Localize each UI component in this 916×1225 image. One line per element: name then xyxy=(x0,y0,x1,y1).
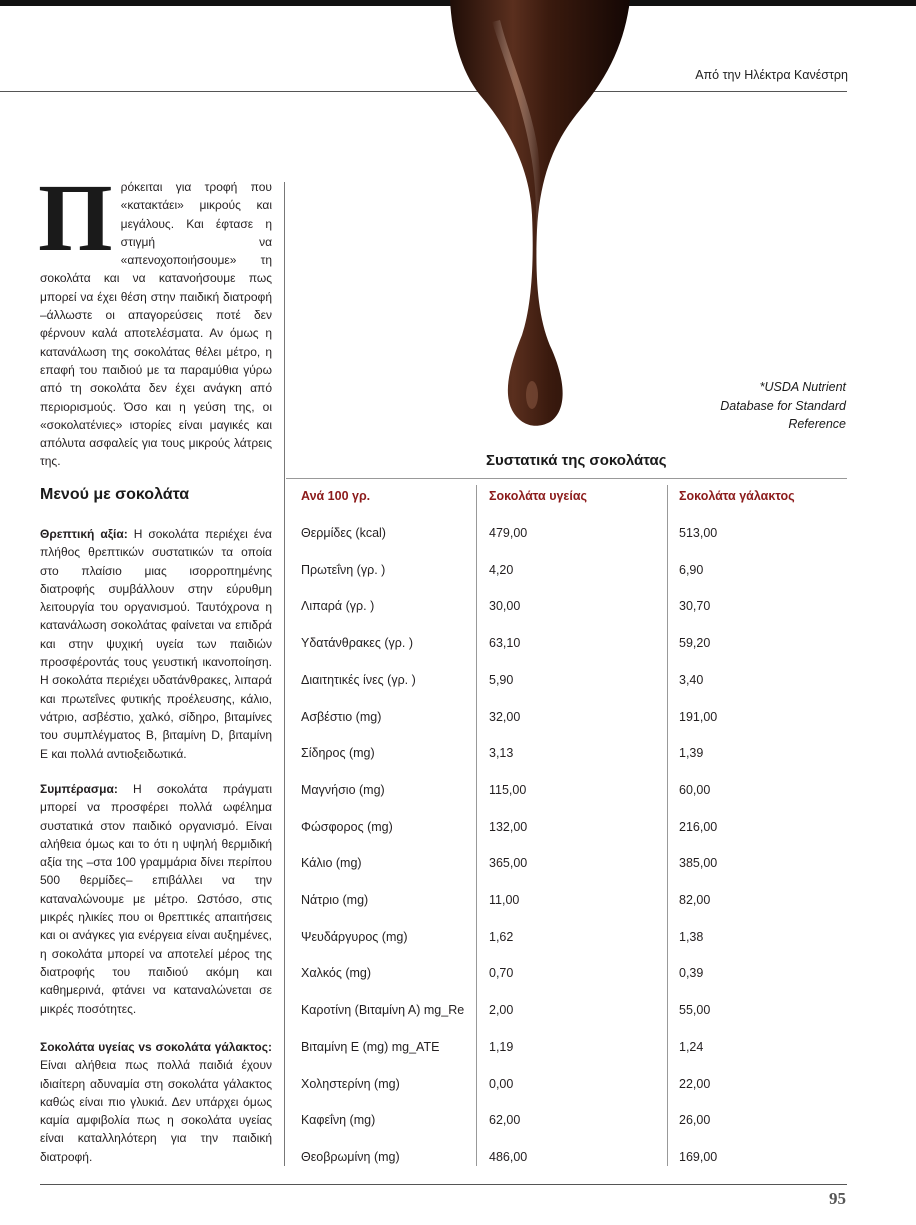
table-cell: 0,00 xyxy=(489,1076,514,1091)
table-cell: 62,00 xyxy=(489,1113,521,1128)
table-cell: 3,40 xyxy=(679,672,704,687)
table-row xyxy=(0,820,916,840)
table-cell: 63,10 xyxy=(489,636,521,651)
table-title: Συστατικά της σοκολάτας xyxy=(486,452,667,469)
table-cell: Ψευδάργυρος (mg) xyxy=(301,929,408,944)
table-cell: 30,00 xyxy=(489,599,521,614)
table-cell: 82,00 xyxy=(679,893,711,907)
table-cell: Χοληστερίνη (mg) xyxy=(301,1076,400,1091)
table-cell: Φώσφορος (mg) xyxy=(301,819,393,834)
table-cell: Διαιτητικές ίνες (γρ. ) xyxy=(301,672,416,687)
intro-text: ρόκειται για τροφή που «κατακτάει» μικρούς και μεγάλους. Και έφτασε η στιγμή να «απενοχοποιήσουμε» τη σοκολάτα και να κατανοήσουμε πως μπορεί να έχει θέση στην παιδική διατροφή –άλλωστε οι απαγορεύσεις ποτέ δεν φέρνουν καλά αποτελέσματα. Αν όμως η κατανάλωση της σοκολάτας θέλει μέτρο, η επαφή του παιδιού με τα παραμύθια γύρω από τη σοκολάτα δεν έχει ανάγκη από περιορισμούς. Όσο και η γεύση της, οι «σοκολατένιες» ιστορίες είναι μαγικές και απόλυτα ασφαλείς για τους μικρούς λάτρεις της. xyxy=(40,180,272,469)
table-row xyxy=(0,930,916,950)
table-rule xyxy=(286,478,847,479)
table-row xyxy=(0,1113,916,1133)
table-cell: 11,00 xyxy=(489,893,520,907)
chocolate-drip-image xyxy=(440,0,640,430)
table-cell: 132,00 xyxy=(489,819,528,834)
table-cell: 55,00 xyxy=(679,1003,711,1018)
table-cell: 216,00 xyxy=(679,819,718,834)
table-header-cell: Ανά 100 γρ. xyxy=(301,489,371,503)
table-cell: Καφεΐνη (mg) xyxy=(301,1113,376,1128)
table-cell: 32,00 xyxy=(489,709,521,724)
table-cell: 22,00 xyxy=(679,1076,711,1091)
table-cell: 4,20 xyxy=(489,562,514,577)
table-row xyxy=(0,1077,916,1097)
table-row xyxy=(0,563,916,583)
table-cell: 115,00 xyxy=(489,782,527,797)
table-cell: Νάτριο (mg) xyxy=(301,893,369,907)
table-cell: Πρωτεΐνη (γρ. ) xyxy=(301,562,386,577)
source-line: Reference xyxy=(788,417,846,432)
table-cell: 59,20 xyxy=(679,636,711,651)
table-header-cell: Σοκολάτα υγείας xyxy=(489,489,588,503)
table-cell: 486,00 xyxy=(489,1149,528,1164)
table-header-cell: Σοκολάτα γάλακτος xyxy=(679,489,795,503)
table-cell: 1,62 xyxy=(489,929,514,944)
table-row xyxy=(0,673,916,693)
table-row xyxy=(0,526,916,546)
section-text: Είναι αλήθεια πως πολλά παιδιά έχουν ιδιαίτερη αδυναμία στη σοκολάτα γάλακτος καθώς είναι πιο γλυκιά. Δεν υπάρχει όμως καμία αμφιβολία πως η σοκολάτα υγείας είναι καταλληλότερη για την παιδική διατροφή. xyxy=(40,1058,272,1164)
section-title: Μενού με σοκολάτα xyxy=(40,486,190,503)
table-row xyxy=(0,1150,916,1170)
table-cell: 365,00 xyxy=(489,856,528,871)
table-cell: 6,90 xyxy=(679,562,704,577)
table-cell: 2,00 xyxy=(489,1003,514,1018)
section-heading: Συμπέρασμα: xyxy=(40,782,118,796)
table-cell: 479,00 xyxy=(489,526,528,540)
table-cell: 5,90 xyxy=(489,672,514,687)
table-cell: 385,00 xyxy=(679,856,718,871)
table-cell: 169,00 xyxy=(679,1149,718,1164)
table-cell: Υδατάνθρακες (γρ. ) xyxy=(301,636,413,651)
table-row xyxy=(0,746,916,766)
table-cell: Λιπαρά (γρ. ) xyxy=(301,599,375,614)
table-row xyxy=(0,1040,916,1060)
table-cell: 1,38 xyxy=(679,929,704,944)
table-cell: 26,00 xyxy=(679,1113,711,1128)
table-row xyxy=(0,710,916,730)
intro-paragraph xyxy=(38,164,272,471)
table-cell: Χαλκός (mg) xyxy=(301,966,372,981)
table-cell: 1,19 xyxy=(489,1039,514,1054)
section-heading: Σοκολάτα υγείας vs σοκολάτα γάλακτος: xyxy=(40,1040,272,1054)
table-cell: 513,00 xyxy=(679,526,718,540)
table-row xyxy=(0,636,916,656)
table-cell: Κάλιο (mg) xyxy=(301,856,362,871)
section-text: Η σοκολάτα περιέχει ένα πλήθος θρεπτικών συστατικών τα οποία στο πλαίσιο μιας ισορροπημένης διατροφής συμβάλλουν στην εύρυθμη λειτουργία του οργανισμού. Ταυτόχρονα η κατανάλωση σοκολάτας φαίνεται να επιδρά και στην ψυχική υγεία των παιδιών προσφέροντάς τους γευστική ικανοποίηση. Η σοκολάτα περιέχει υδατάνθρακες, λιπαρά και πρωτεΐνες φυτικής προέλευσης, κάλιο, νάτριο, ασβέστιο, χαλκό, σίδηρο, βιταμίνες του συμπλέγματος Β, βιταμίνη D, βιταμίνη Ε και πολλά αντιοξειδωτικά. xyxy=(40,527,272,761)
table-row xyxy=(0,893,916,913)
table-cell: 0,39 xyxy=(679,966,704,981)
table-cell: 1,39 xyxy=(679,746,704,761)
table-row xyxy=(0,966,916,986)
table-cell: 191,00 xyxy=(679,709,718,724)
table-cell: Βιταμίνη Ε (mg) mg_ATE xyxy=(301,1039,440,1054)
table-cell: 1,24 xyxy=(679,1039,704,1054)
page-number: 95 xyxy=(829,1189,846,1208)
table-row xyxy=(0,1003,916,1023)
table-cell: 60,00 xyxy=(679,782,711,797)
table-cell: Καροτίνη (Βιταμίνη Α) mg_Re xyxy=(301,1003,465,1018)
table-row xyxy=(0,856,916,876)
source-line: Database for Standard xyxy=(720,398,846,413)
section-text: Η σοκολάτα πράγματι μπορεί να προσφέρει πολλά ωφέλημα συστατικά στον παιδικό οργανισμό. Είναι αλήθεια όμως και το ότι η υψηλή θερμιδική αξία της –στα 100 γραμμάρια δίνει περίπου 500 θερμίδες– επιβάλλει να την καταναλώνουμε με μέτρο. Ωστόσο, στις μικρές ηλικίες που οι θρεπτικές απαιτήσεις και οι ανάγκες για ενέργεια είναι αυξημένες, η σοκολάτα μπορεί να αποτελεί μέρος της διατροφής του παιδιού ακόμη και καθημερινά, φτάνει να καταναλώνεται σε μικρές ποσότητες. xyxy=(40,782,273,1016)
table-row xyxy=(0,599,916,619)
table-cell: Σίδηρος (mg) xyxy=(301,746,375,761)
table-cell: 30,70 xyxy=(679,599,711,614)
table-cell: 0,70 xyxy=(489,966,514,981)
section-heading: Θρεπτική αξία: xyxy=(40,527,128,541)
table-cell: 3,13 xyxy=(489,746,514,761)
source-line: *USDA Nutrient xyxy=(759,380,846,394)
source-note xyxy=(720,378,846,434)
table-cell: Μαγνήσιο (mg) xyxy=(301,782,385,797)
table-row xyxy=(0,783,916,803)
footer-rule xyxy=(40,1184,847,1185)
header-rule xyxy=(0,91,847,92)
author-byline: Από την Ηλέκτρα Κανέστρη xyxy=(695,68,848,82)
table-cell: Θεοβρωμίνη (mg) xyxy=(301,1149,400,1164)
drop-cap: Π xyxy=(38,164,113,271)
table-cell: Θερμίδες (kcal) xyxy=(301,526,386,540)
table-cell: Ασβέστιο (mg) xyxy=(301,709,382,724)
